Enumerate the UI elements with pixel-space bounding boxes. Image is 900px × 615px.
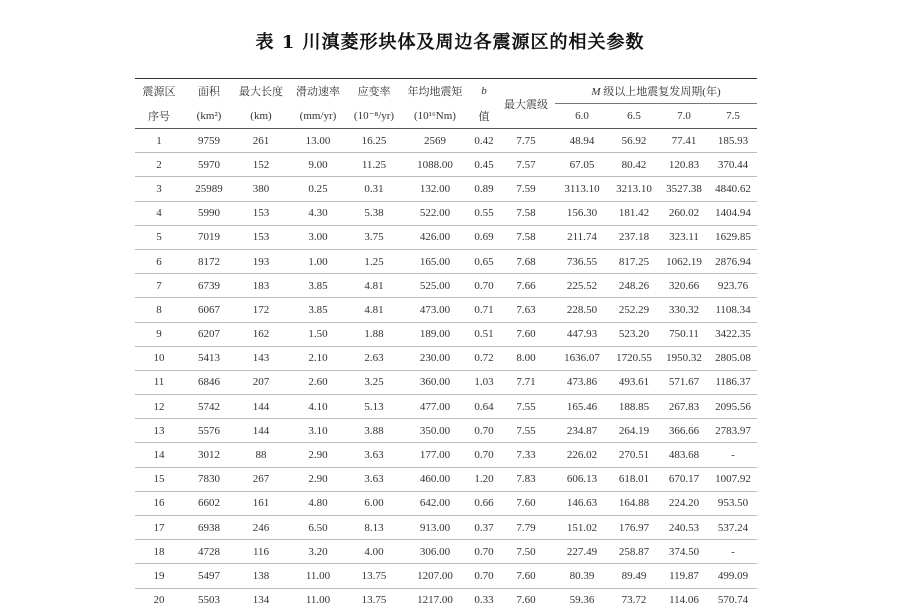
table-cell: 0.42 bbox=[471, 129, 497, 153]
table-cell: 8.13 bbox=[349, 516, 399, 540]
table-cell: 7.66 bbox=[497, 274, 555, 298]
table-cell: 120.83 bbox=[659, 153, 709, 177]
table-row bbox=[135, 322, 757, 346]
table-cell: 2783.97 bbox=[709, 419, 757, 443]
table-cell: 5576 bbox=[183, 419, 235, 443]
header-zone-top: 震源区 bbox=[142, 86, 176, 99]
table-row bbox=[135, 249, 757, 273]
header-slip-top: 滑动速率 bbox=[296, 86, 340, 99]
table-cell: 10 bbox=[135, 346, 183, 370]
table-cell: 0.25 bbox=[287, 177, 349, 201]
header-recurrence-symbol: M bbox=[591, 86, 601, 98]
table-cell: 473.00 bbox=[399, 298, 471, 322]
table-cell: 1636.07 bbox=[555, 346, 609, 370]
table-cell: 7.68 bbox=[497, 249, 555, 273]
header-length-unit: (km) bbox=[250, 109, 272, 122]
header-mag-6-5: 6.5 bbox=[627, 110, 641, 122]
table-cell: 59.36 bbox=[569, 594, 595, 607]
table-cell: 1007.92 bbox=[709, 467, 757, 491]
table-cell: 4.10 bbox=[287, 395, 349, 419]
table-cell: 0.70 bbox=[471, 419, 497, 443]
header-max-magnitude: 最大震级 bbox=[504, 98, 548, 111]
table-cell: 493.61 bbox=[609, 370, 659, 394]
table-cell: - bbox=[709, 443, 757, 467]
table-cell: 132.00 bbox=[399, 177, 471, 201]
table-cell: 330.32 bbox=[659, 298, 709, 322]
table-cell: 3.10 bbox=[287, 419, 349, 443]
table-cell: 2569 bbox=[399, 129, 471, 153]
table-cell: 3.63 bbox=[349, 443, 399, 467]
table-cell: 913.00 bbox=[399, 516, 471, 540]
table-cell: 6207 bbox=[183, 322, 235, 346]
table-cell: 6938 bbox=[183, 516, 235, 540]
table-cell: 13.75 bbox=[361, 594, 387, 607]
table-cell: 3.85 bbox=[287, 298, 349, 322]
table-cell: 189.00 bbox=[399, 322, 471, 346]
table-cell: 380 bbox=[235, 177, 287, 201]
table-cell: 177.00 bbox=[399, 443, 471, 467]
table-cell: 8 bbox=[135, 298, 183, 322]
table-cell: 9.00 bbox=[287, 153, 349, 177]
table-cell: 13 bbox=[135, 419, 183, 443]
table-cell: 11 bbox=[135, 370, 183, 394]
table-cell: 138 bbox=[235, 564, 287, 588]
table-row bbox=[135, 588, 757, 612]
header-mag-7-5: 7.5 bbox=[726, 110, 740, 122]
table-cell: 366.66 bbox=[659, 419, 709, 443]
table-cell: 1.50 bbox=[287, 322, 349, 346]
table-cell: 323.11 bbox=[659, 225, 709, 249]
table-cell: 77.41 bbox=[659, 129, 709, 153]
table-cell: 7.71 bbox=[497, 370, 555, 394]
table-cell: 67.05 bbox=[555, 153, 609, 177]
table-cell: 11.25 bbox=[349, 153, 399, 177]
table-cell: 13.75 bbox=[349, 564, 399, 588]
table-cell: 2095.56 bbox=[709, 395, 757, 419]
table-cell: 165.46 bbox=[555, 395, 609, 419]
header-length-top: 最大长度 bbox=[239, 86, 283, 99]
table-cell: 7 bbox=[135, 274, 183, 298]
table-cell: 2.63 bbox=[349, 346, 399, 370]
table-cell: 143 bbox=[235, 346, 287, 370]
table-cell: 226.02 bbox=[555, 443, 609, 467]
table-row bbox=[135, 395, 757, 419]
table-cell: 1.25 bbox=[349, 249, 399, 273]
table-cell: 13.00 bbox=[287, 129, 349, 153]
table-cell: 2805.08 bbox=[709, 346, 757, 370]
table-cell: 248.26 bbox=[609, 274, 659, 298]
table-cell: 246 bbox=[235, 516, 287, 540]
table-cell: 0.64 bbox=[471, 395, 497, 419]
table-cell: 7019 bbox=[183, 225, 235, 249]
table-cell: 0.37 bbox=[471, 516, 497, 540]
table-cell: 12 bbox=[135, 395, 183, 419]
table-cell: 3012 bbox=[183, 443, 235, 467]
table-cell: 4.81 bbox=[349, 274, 399, 298]
table-cell: 156.30 bbox=[555, 201, 609, 225]
table-cell: 3.20 bbox=[287, 540, 349, 564]
table-cell: 3.63 bbox=[349, 467, 399, 491]
table-cell: 0.70 bbox=[471, 274, 497, 298]
table-cell: 211.74 bbox=[555, 225, 609, 249]
table-cell: 7.75 bbox=[497, 129, 555, 153]
table-cell: 360.00 bbox=[399, 370, 471, 394]
table-cell: 165.00 bbox=[399, 249, 471, 273]
table-cell: 188.85 bbox=[609, 395, 659, 419]
table-cell: 227.49 bbox=[555, 540, 609, 564]
table-cell: 3.85 bbox=[287, 274, 349, 298]
table-cell: 0.70 bbox=[471, 540, 497, 564]
table-row bbox=[135, 153, 757, 177]
table-cell: 447.93 bbox=[555, 322, 609, 346]
table-cell: 7.60 bbox=[497, 322, 555, 346]
table-cell: 0.33 bbox=[474, 594, 494, 607]
table-cell: 7.60 bbox=[497, 564, 555, 588]
table-row bbox=[135, 564, 757, 588]
header-recurrence-text: 级以上地震复发周期(年) bbox=[600, 86, 721, 98]
table-cell: 260.02 bbox=[659, 201, 709, 225]
table-cell: 2.90 bbox=[287, 467, 349, 491]
header-area-unit: (km²) bbox=[196, 109, 222, 122]
table-cell: 7.55 bbox=[497, 395, 555, 419]
table-cell: 5 bbox=[135, 225, 183, 249]
table-row bbox=[135, 443, 757, 467]
table-cell: 523.20 bbox=[609, 322, 659, 346]
table-row bbox=[135, 201, 757, 225]
table-cell: 7.57 bbox=[497, 153, 555, 177]
table-cell: 183 bbox=[235, 274, 287, 298]
table-cell: 144 bbox=[235, 419, 287, 443]
table-row bbox=[135, 129, 757, 153]
header-row-top bbox=[135, 79, 757, 104]
table-cell: 1062.19 bbox=[659, 249, 709, 273]
table-cell: 8172 bbox=[183, 249, 235, 273]
table-cell: 5503 bbox=[198, 594, 220, 607]
table-cell: 4840.62 bbox=[709, 177, 757, 201]
table-cell: 5497 bbox=[183, 564, 235, 588]
table-cell: 0.55 bbox=[471, 201, 497, 225]
table-cell: 525.00 bbox=[399, 274, 471, 298]
table-cell: 144 bbox=[235, 395, 287, 419]
table-cell: 5990 bbox=[183, 201, 235, 225]
table-cell: 477.00 bbox=[399, 395, 471, 419]
table-cell: 5.13 bbox=[349, 395, 399, 419]
table-cell: 19 bbox=[135, 564, 183, 588]
table-cell: 736.55 bbox=[555, 249, 609, 273]
table-cell: 0.45 bbox=[471, 153, 497, 177]
table-cell: 3.88 bbox=[349, 419, 399, 443]
table-cell: 6739 bbox=[183, 274, 235, 298]
table-cell: 306.00 bbox=[399, 540, 471, 564]
table-cell: 56.92 bbox=[609, 129, 659, 153]
header-area-top: 面积 bbox=[198, 86, 220, 99]
table-cell: 1108.34 bbox=[709, 298, 757, 322]
table-cell: 7.60 bbox=[516, 594, 536, 607]
table-cell: 1404.94 bbox=[709, 201, 757, 225]
table-cell: 618.01 bbox=[609, 467, 659, 491]
table-cell: 172 bbox=[235, 298, 287, 322]
table-cell: 8.00 bbox=[497, 346, 555, 370]
table-cell: 6602 bbox=[183, 491, 235, 515]
table-cell: 0.66 bbox=[471, 491, 497, 515]
table-cell: 261 bbox=[235, 129, 287, 153]
table-cell: 1.00 bbox=[287, 249, 349, 273]
table-cell: 152 bbox=[235, 153, 287, 177]
table-cell: 426.00 bbox=[399, 225, 471, 249]
table-cell: 2 bbox=[135, 153, 183, 177]
table-cell: 185.93 bbox=[709, 129, 757, 153]
table-cell: 7.55 bbox=[497, 419, 555, 443]
header-strain-top: 应变率 bbox=[357, 86, 391, 99]
table-row bbox=[135, 225, 757, 249]
table-cell: 80.42 bbox=[609, 153, 659, 177]
table-cell: 374.50 bbox=[659, 540, 709, 564]
table-cell: 0.31 bbox=[349, 177, 399, 201]
table-cell: 89.49 bbox=[609, 564, 659, 588]
table-cell: 267.83 bbox=[659, 395, 709, 419]
table-cell: 225.52 bbox=[555, 274, 609, 298]
table-cell: 164.88 bbox=[609, 491, 659, 515]
table-cell: 25989 bbox=[183, 177, 235, 201]
table-cell: 6 bbox=[135, 249, 183, 273]
table-cell: 0.65 bbox=[471, 249, 497, 273]
table-cell: 1207.00 bbox=[399, 564, 471, 588]
table-cell: 73.72 bbox=[621, 594, 647, 607]
table-cell: 5413 bbox=[183, 346, 235, 370]
table-cell: 161 bbox=[235, 491, 287, 515]
table-cell: 176.97 bbox=[609, 516, 659, 540]
table-cell: 4.80 bbox=[287, 491, 349, 515]
table-cell: 5.38 bbox=[349, 201, 399, 225]
table-cell: 7.63 bbox=[497, 298, 555, 322]
header-moment-unit: (10¹⁶Nm) bbox=[414, 109, 456, 122]
table-cell: 119.87 bbox=[659, 564, 709, 588]
table-cell: 252.29 bbox=[609, 298, 659, 322]
header-b-bottom: 值 bbox=[478, 110, 490, 123]
table-cell: 4728 bbox=[183, 540, 235, 564]
table-row bbox=[135, 419, 757, 443]
table-cell: 0.72 bbox=[471, 346, 497, 370]
table-title: 表 1 川滇菱形块体及周边各震源区的相关参数 bbox=[255, 32, 645, 53]
table-cell: 0.51 bbox=[471, 322, 497, 346]
table-cell: 3113.10 bbox=[555, 177, 609, 201]
table-cell: 1.20 bbox=[471, 467, 497, 491]
table-cell: 224.20 bbox=[659, 491, 709, 515]
table-cell: 4.00 bbox=[349, 540, 399, 564]
table-cell: 6.00 bbox=[349, 491, 399, 515]
header-mag-6-0: 6.0 bbox=[575, 110, 589, 122]
table-cell: 3.00 bbox=[287, 225, 349, 249]
table-cell: 7.58 bbox=[497, 201, 555, 225]
table-cell: 1629.85 bbox=[709, 225, 757, 249]
table-cell: 17 bbox=[135, 516, 183, 540]
table-cell: 48.94 bbox=[555, 129, 609, 153]
table-cell: 80.39 bbox=[555, 564, 609, 588]
table-cell: 240.53 bbox=[659, 516, 709, 540]
table-cell: 3422.35 bbox=[709, 322, 757, 346]
table-cell: 7.58 bbox=[497, 225, 555, 249]
table-cell: 264.19 bbox=[609, 419, 659, 443]
table-row bbox=[135, 540, 757, 564]
table-row bbox=[135, 467, 757, 491]
table-cell: 6846 bbox=[183, 370, 235, 394]
table-cell: 228.50 bbox=[555, 298, 609, 322]
table-cell: 6067 bbox=[183, 298, 235, 322]
table-cell: 2.60 bbox=[287, 370, 349, 394]
table-cell: 2876.94 bbox=[709, 249, 757, 273]
header-slip-unit: (mm/yr) bbox=[299, 109, 337, 122]
table-cell: 0.69 bbox=[471, 225, 497, 249]
table-cell: 0.89 bbox=[471, 177, 497, 201]
table-cell: 6.50 bbox=[287, 516, 349, 540]
table-cell: 1186.37 bbox=[709, 370, 757, 394]
table-cell: 370.44 bbox=[709, 153, 757, 177]
table-cell: 116 bbox=[235, 540, 287, 564]
table-cell: 16.25 bbox=[349, 129, 399, 153]
table-cell: 1.88 bbox=[349, 322, 399, 346]
parameter-table bbox=[135, 78, 757, 612]
header-strain-unit: (10⁻⁸/yr) bbox=[353, 110, 395, 123]
table-row bbox=[135, 274, 757, 298]
table-cell: 4 bbox=[135, 201, 183, 225]
table-cell: 0.70 bbox=[471, 564, 497, 588]
table-cell: 750.11 bbox=[659, 322, 709, 346]
table-cell: 9 bbox=[135, 322, 183, 346]
table-cell: - bbox=[709, 540, 757, 564]
table-cell: 320.66 bbox=[659, 274, 709, 298]
table-cell: 1 bbox=[135, 129, 183, 153]
table-cell: 134 bbox=[252, 594, 270, 607]
table-cell: 11.00 bbox=[287, 564, 349, 588]
table-cell: 207 bbox=[235, 370, 287, 394]
table-cell: 230.00 bbox=[399, 346, 471, 370]
table-cell: 670.17 bbox=[659, 467, 709, 491]
table-cell: 162 bbox=[235, 322, 287, 346]
table-row bbox=[135, 491, 757, 515]
table-cell: 258.87 bbox=[609, 540, 659, 564]
table-cell: 0.71 bbox=[471, 298, 497, 322]
table-cell: 642.00 bbox=[399, 491, 471, 515]
table-row bbox=[135, 516, 757, 540]
table-cell: 1.03 bbox=[471, 370, 497, 394]
table-cell: 7.33 bbox=[497, 443, 555, 467]
table-cell: 7.83 bbox=[497, 467, 555, 491]
table-cell: 18 bbox=[135, 540, 183, 564]
table-cell: 181.42 bbox=[609, 201, 659, 225]
header-mag-7-0: 7.0 bbox=[677, 110, 691, 122]
table-cell: 2.90 bbox=[287, 443, 349, 467]
table-cell: 11.00 bbox=[305, 594, 331, 607]
table-cell: 817.25 bbox=[609, 249, 659, 273]
table-row bbox=[135, 346, 757, 370]
table-cell: 923.76 bbox=[709, 274, 757, 298]
table-cell: 146.63 bbox=[555, 491, 609, 515]
header-zone-bottom: 序号 bbox=[148, 110, 170, 123]
table-row bbox=[135, 298, 757, 322]
table-cell: 88 bbox=[235, 443, 287, 467]
table-cell: 153 bbox=[235, 201, 287, 225]
header-b-top: b bbox=[481, 85, 487, 98]
table-cell: 570.74 bbox=[717, 594, 749, 607]
table-cell: 350.00 bbox=[399, 419, 471, 443]
table-cell: 7830 bbox=[183, 467, 235, 491]
table-cell: 571.67 bbox=[659, 370, 709, 394]
table-cell: 1217.00 bbox=[417, 594, 453, 607]
table-cell: 3.75 bbox=[349, 225, 399, 249]
table-cell: 953.50 bbox=[709, 491, 757, 515]
header-row-bottom bbox=[135, 104, 757, 129]
table-cell: 483.68 bbox=[659, 443, 709, 467]
table-cell: 460.00 bbox=[399, 467, 471, 491]
table-cell: 473.86 bbox=[555, 370, 609, 394]
table-cell: 2.10 bbox=[287, 346, 349, 370]
table-cell: 537.24 bbox=[709, 516, 757, 540]
table-cell: 14 bbox=[135, 443, 183, 467]
table-row bbox=[135, 177, 757, 201]
table-cell: 5970 bbox=[183, 153, 235, 177]
table-cell: 0.70 bbox=[471, 443, 497, 467]
table-cell: 7.60 bbox=[497, 491, 555, 515]
table-cell: 234.87 bbox=[555, 419, 609, 443]
table-cell: 499.09 bbox=[709, 564, 757, 588]
table-cell: 7.79 bbox=[497, 516, 555, 540]
table-cell: 1950.32 bbox=[659, 346, 709, 370]
table-cell: 9759 bbox=[183, 129, 235, 153]
table-cell: 3213.10 bbox=[609, 177, 659, 201]
table-cell: 3 bbox=[135, 177, 183, 201]
table-cell: 16 bbox=[135, 491, 183, 515]
table-cell: 606.13 bbox=[555, 467, 609, 491]
header-moment-top: 年均地震矩 bbox=[407, 86, 463, 99]
table-cell: 1720.55 bbox=[609, 346, 659, 370]
table-cell: 522.00 bbox=[399, 201, 471, 225]
header-recurrence bbox=[555, 79, 757, 104]
table-cell: 193 bbox=[235, 249, 287, 273]
table-cell: 15 bbox=[135, 467, 183, 491]
table-cell: 3.25 bbox=[349, 370, 399, 394]
table-cell: 7.50 bbox=[497, 540, 555, 564]
table-cell: 4.81 bbox=[349, 298, 399, 322]
table-body bbox=[135, 129, 757, 613]
table-cell: 114.06 bbox=[669, 594, 699, 607]
table-cell: 267 bbox=[235, 467, 287, 491]
table-cell: 4.30 bbox=[287, 201, 349, 225]
table-cell: 1088.00 bbox=[399, 153, 471, 177]
table-cell: 7.59 bbox=[497, 177, 555, 201]
table-cell: 5742 bbox=[183, 395, 235, 419]
table-row bbox=[135, 370, 757, 394]
table-cell: 270.51 bbox=[609, 443, 659, 467]
table-cell: 3527.38 bbox=[659, 177, 709, 201]
table-cell: 153 bbox=[235, 225, 287, 249]
table-cell: 151.02 bbox=[555, 516, 609, 540]
table-cell: 237.18 bbox=[609, 225, 659, 249]
table-cell: 20 bbox=[153, 594, 165, 607]
